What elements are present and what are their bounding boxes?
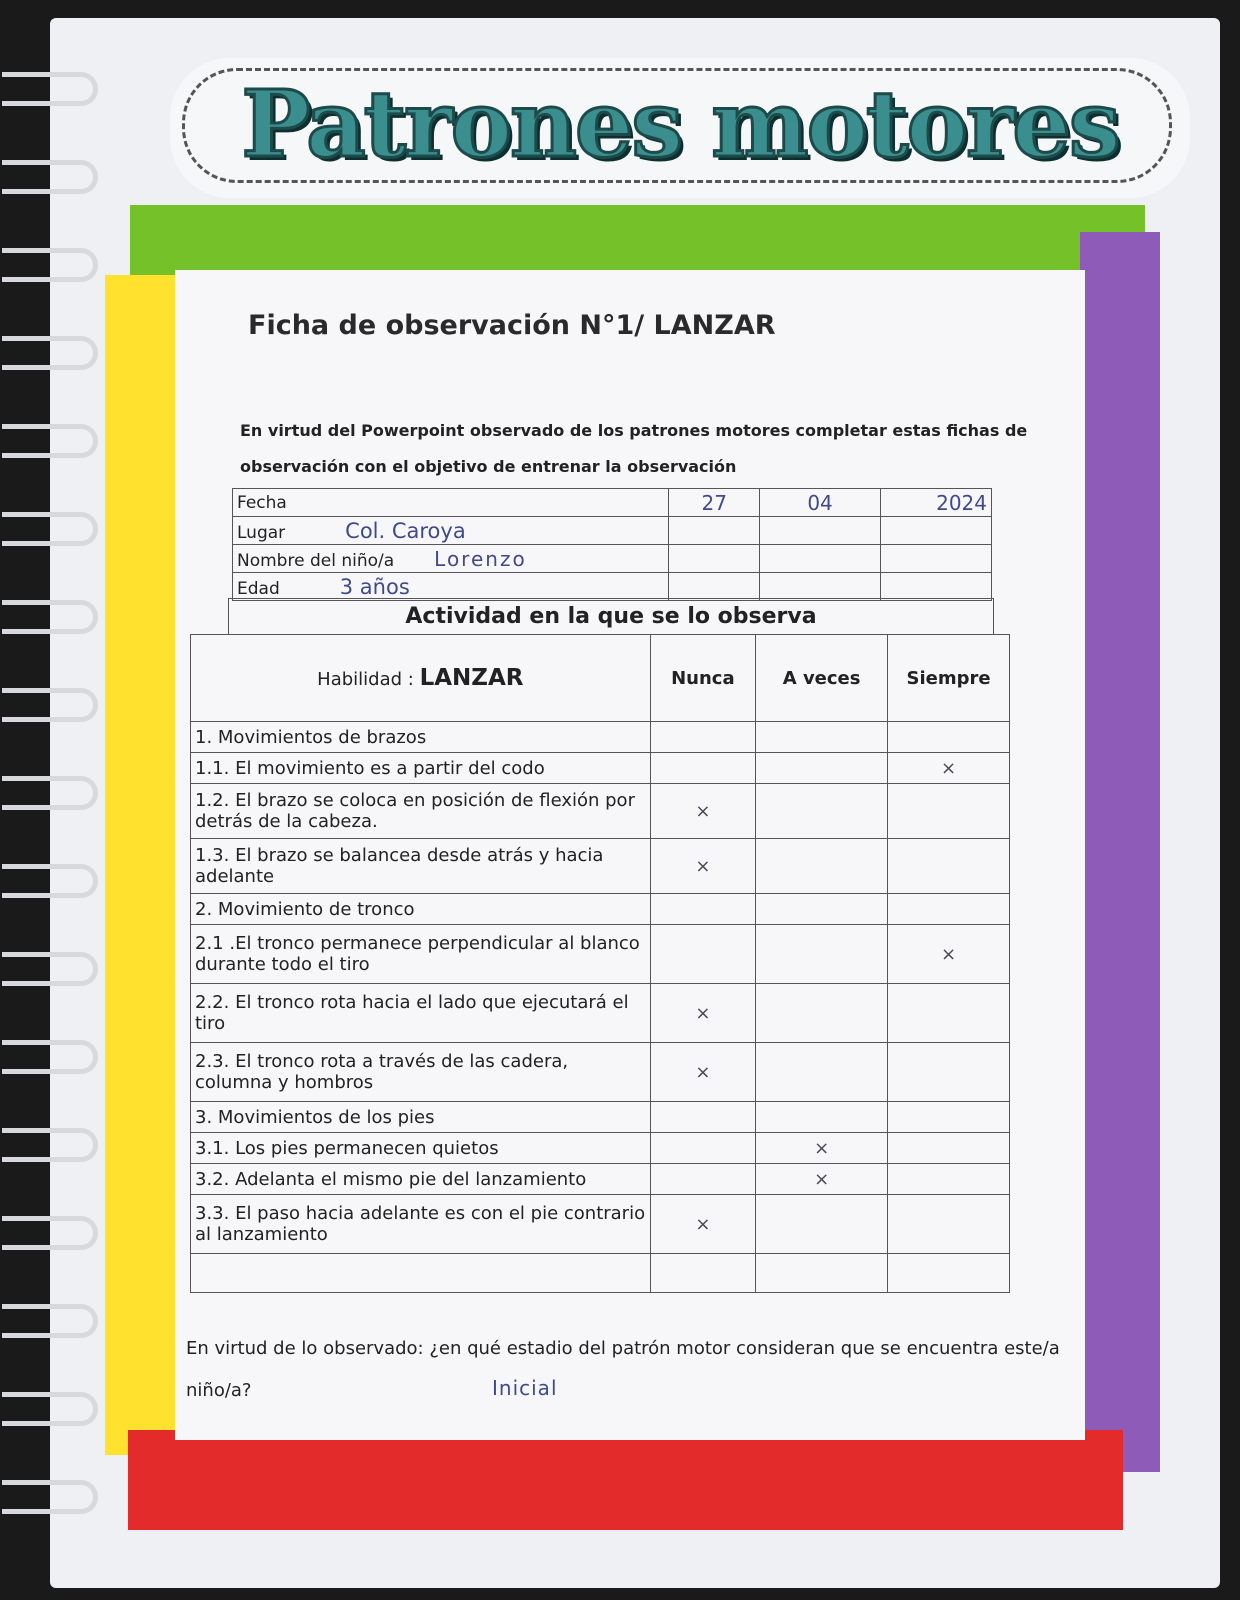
- spiral-ring: [2, 1216, 98, 1250]
- spiral-ring: [2, 336, 98, 370]
- cell-siempre: [888, 1254, 1010, 1293]
- spiral-binding: [0, 0, 100, 1600]
- cell-aveces: [756, 753, 888, 784]
- spiral-ring: [2, 688, 98, 722]
- spiral-ring: [2, 1480, 98, 1514]
- table-row: [191, 1102, 1010, 1133]
- cell-siempre: [888, 984, 1010, 1043]
- cell-siempre: [888, 784, 1010, 839]
- cell-aveces: [756, 1133, 888, 1164]
- cell-nunca: [650, 894, 755, 925]
- spiral-ring: [2, 1304, 98, 1338]
- habilidad-cell: [191, 635, 651, 722]
- page-title: Patrones motores: [241, 70, 1119, 178]
- purple-paper-strip: [1080, 232, 1160, 1472]
- info-table: [232, 488, 992, 601]
- nombre-value: Lorenzo: [434, 546, 527, 571]
- cell-nunca: [650, 1043, 755, 1102]
- cell-siempre: [888, 1102, 1010, 1133]
- row-criterion: 2.2. El tronco rota hacia el lado que ejecutará el tiro: [191, 984, 651, 1043]
- cell-aveces: [756, 839, 888, 894]
- table-row: [191, 839, 1010, 894]
- check-mark: ×: [941, 757, 957, 779]
- row-criterion: 3.3. El paso hacia adelante es con el pie contrario al lanzamiento: [191, 1195, 651, 1254]
- cell-aveces: [756, 925, 888, 984]
- cell-aveces: [756, 1043, 888, 1102]
- row-criterion: 1.1. El movimiento es a partir del codo: [191, 753, 651, 784]
- cell-aveces: [756, 1102, 888, 1133]
- spiral-ring: [2, 864, 98, 898]
- row-criterion: 3.2. Adelanta el mismo pie del lanzamiento: [191, 1164, 651, 1195]
- spiral-ring: [2, 1392, 98, 1426]
- row-criterion: 3.1. Los pies permanecen quietos: [191, 1133, 651, 1164]
- check-mark: ×: [695, 1061, 711, 1083]
- row-criterion: 2.1 .El tronco permanece perpendicular al blanco durante todo el tiro: [191, 925, 651, 984]
- check-mark: ×: [695, 1002, 711, 1024]
- spiral-ring: [2, 424, 98, 458]
- spiral-ring: [2, 72, 98, 106]
- edad-cell: [233, 573, 669, 601]
- row-criterion: 1. Movimientos de brazos: [191, 722, 651, 753]
- cell-nunca: [650, 784, 755, 839]
- spiral-ring: [2, 776, 98, 810]
- worksheet-instructions: En virtud del Powerpoint observado de los patrones motores completar estas fichas de observación con el objetivo de entrenar la observación: [240, 421, 1028, 476]
- spiral-ring: [2, 160, 98, 194]
- cell-nunca: [650, 1195, 755, 1254]
- col-siempre: Siempre: [888, 635, 1010, 722]
- title-banner: [170, 58, 1190, 198]
- cell-siempre: [888, 1133, 1010, 1164]
- row-criterion: 2.3. El tronco rota a través de las cadera, columna y hombros: [191, 1043, 651, 1102]
- row-criterion: 1.2. El brazo se coloca en posición de flexión por detrás de la cabeza.: [191, 784, 651, 839]
- edad-label: Edad: [237, 578, 280, 599]
- cell-siempre: [888, 753, 1010, 784]
- cell-nunca: [650, 1133, 755, 1164]
- check-mark: ×: [941, 943, 957, 965]
- check-mark: ×: [814, 1168, 830, 1190]
- cell-siempre: [888, 1043, 1010, 1102]
- cell-siempre: [888, 1164, 1010, 1195]
- table-row: [191, 1254, 1010, 1293]
- cell-siempre: [888, 1195, 1010, 1254]
- cell-siempre: [888, 722, 1010, 753]
- table-row: [191, 1164, 1010, 1195]
- cell-aveces: [756, 784, 888, 839]
- cell-aveces: [756, 722, 888, 753]
- row-criterion: 1.3. El brazo se balancea desde atrás y hacia adelante: [191, 839, 651, 894]
- row-criterion: [191, 1254, 651, 1293]
- cell-nunca: [650, 1102, 755, 1133]
- check-mark: ×: [695, 800, 711, 822]
- cell-siempre: [888, 839, 1010, 894]
- check-mark: ×: [695, 1213, 711, 1235]
- table-row: [191, 722, 1010, 753]
- cell-nunca: [650, 1164, 755, 1195]
- lugar-value: Col. Caroya: [345, 518, 466, 543]
- cell-nunca: [650, 722, 755, 753]
- check-mark: ×: [814, 1137, 830, 1159]
- nombre-label: Nombre del niño/a: [237, 550, 395, 571]
- edad-value: 3 años: [339, 574, 410, 599]
- fecha-label: Fecha: [233, 489, 669, 517]
- fecha-month: 04: [760, 489, 881, 517]
- habilidad-value: LANZAR: [419, 665, 524, 691]
- cell-siempre: [888, 894, 1010, 925]
- row-criterion: 2. Movimiento de tronco: [191, 894, 651, 925]
- spiral-ring: [2, 248, 98, 282]
- red-paper-strip: [128, 1430, 1123, 1530]
- cell-aveces: [756, 894, 888, 925]
- row-criterion: 3. Movimientos de los pies: [191, 1102, 651, 1133]
- cell-nunca: [650, 753, 755, 784]
- table-row: [191, 925, 1010, 984]
- table-row: [191, 1195, 1010, 1254]
- spiral-ring: [2, 512, 98, 546]
- table-row: [191, 894, 1010, 925]
- cell-aveces: [756, 984, 888, 1043]
- nombre-cell: [233, 545, 669, 573]
- cell-nunca: [650, 839, 755, 894]
- cell-aveces: [756, 1254, 888, 1293]
- cell-aveces: [756, 1164, 888, 1195]
- table-row: [191, 784, 1010, 839]
- spiral-ring: [2, 952, 98, 986]
- habilidad-label: Habilidad :: [317, 669, 414, 690]
- cell-nunca: [650, 925, 755, 984]
- lugar-label: Lugar: [237, 522, 286, 543]
- table-row: [191, 753, 1010, 784]
- spiral-ring: [2, 1128, 98, 1162]
- closing-question: En virtud de lo observado: ¿en qué estadio del patrón motor consideran que se encuentra este/a niño/a?: [186, 1338, 1060, 1401]
- cell-nunca: [650, 1254, 755, 1293]
- fecha-year: 2024: [881, 489, 992, 517]
- fecha-day: 27: [669, 489, 760, 517]
- worksheet-title: Ficha de observación N°1/ LANZAR: [248, 310, 776, 341]
- table-row: [191, 1133, 1010, 1164]
- actividad-heading: Actividad en la que se lo observa: [228, 598, 994, 634]
- check-mark: ×: [695, 855, 711, 877]
- lugar-cell: [233, 517, 669, 545]
- table-row: [191, 1043, 1010, 1102]
- cell-siempre: [888, 925, 1010, 984]
- spiral-ring: [2, 600, 98, 634]
- observation-table: [190, 634, 1010, 1293]
- cell-nunca: [650, 984, 755, 1043]
- col-aveces: A veces: [756, 635, 888, 722]
- cell-aveces: [756, 1195, 888, 1254]
- spiral-ring: [2, 1040, 98, 1074]
- answer-handwritten: Inicial: [492, 1376, 558, 1400]
- col-nunca: Nunca: [650, 635, 755, 722]
- table-row: [191, 984, 1010, 1043]
